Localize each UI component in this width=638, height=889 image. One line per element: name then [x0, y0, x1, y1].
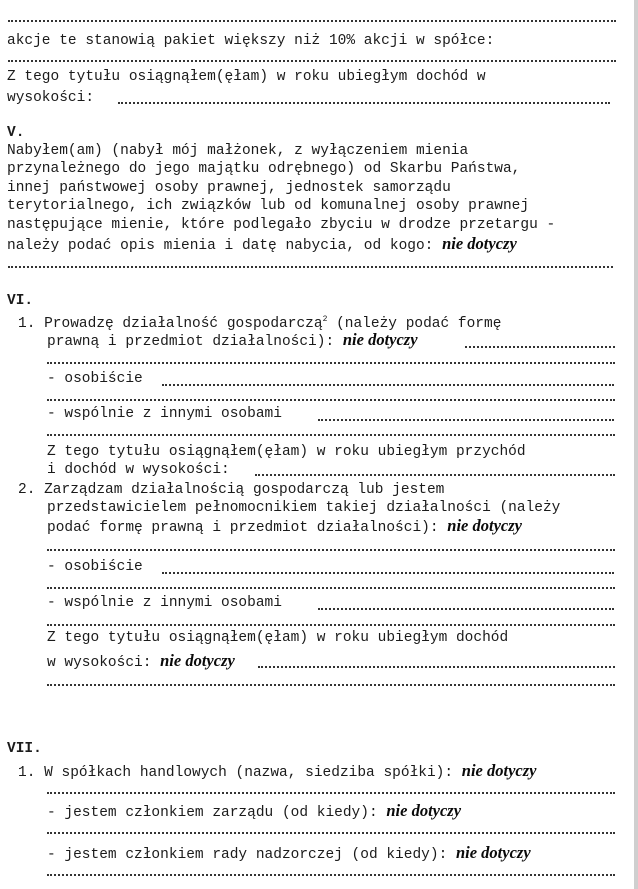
text-line: Nabyłem(am) (nabył mój małżonek, z wyłączeniem mienia [7, 143, 469, 159]
dotted-line [255, 474, 615, 476]
handwritten-answer: nie dotyczy [386, 801, 462, 820]
text-line: podać formę prawną i przedmiot działalności): nie dotyczy [47, 516, 522, 536]
text-line: - osobiście [47, 371, 143, 387]
dotted-line [47, 434, 615, 436]
dotted-line [318, 608, 614, 610]
text-line: - jestem członkiem zarządu (od kiedy): nie dotyczy [47, 801, 462, 821]
text-line: należy podać opis mienia i datę nabycia, od kogo: nie dotyczy [7, 234, 517, 254]
text-line: Z tego tytułu osiągnąłem(ęłam) w roku ubiegłym przychód [47, 444, 526, 460]
text-line: akcje te stanowią pakiet większy niż 10% akcji w spółce: [7, 33, 495, 49]
dotted-line [47, 684, 615, 686]
section-heading: VI. [7, 293, 34, 309]
handwritten-answer: nie dotyczy [455, 843, 531, 862]
dotted-line [118, 102, 610, 104]
section-heading: VII. [7, 741, 42, 757]
text-line: i dochód w wysokości: [47, 462, 230, 478]
dotted-line [162, 384, 614, 386]
text-line: - wspólnie z innymi osobami [47, 406, 282, 422]
dotted-line [8, 60, 616, 62]
footnote-mark: 2 [322, 315, 328, 324]
text-line: przedstawicielem pełnomocnikiem takiej działalności (należy [47, 500, 561, 516]
dotted-line [47, 792, 615, 794]
dotted-line [47, 624, 615, 626]
dotted-line [47, 549, 615, 551]
text-line: następujące mienie, które podlegało zbyciu w drodze przetargu - [7, 217, 556, 233]
dotted-line [258, 666, 615, 668]
dotted-line [47, 362, 615, 364]
dotted-line [318, 419, 614, 421]
text-line: 2. Zarządzam działalnością gospodarczą lub jestem [18, 482, 445, 498]
dotted-line [8, 20, 616, 22]
dotted-line [47, 832, 615, 834]
text-line: przynależnego do jego majątku odrębnego) od Skarbu Państwa, [7, 161, 521, 177]
text-line: Z tego tytułu osiągnąłem(ęłam) w roku ubiegłym dochód w [7, 69, 486, 85]
handwritten-answer: nie dotyczy [342, 330, 418, 349]
dotted-line [47, 399, 615, 401]
dotted-line [162, 572, 614, 574]
text-line: - osobiście [47, 559, 143, 575]
text-line: terytorialnego, ich związków lub od komunalnej osoby prawnej [7, 198, 530, 214]
handwritten-answer: nie dotyczy [160, 651, 235, 670]
text-line: - wspólnie z innymi osobami [47, 595, 282, 611]
text-line: wysokości: [7, 90, 95, 106]
dotted-line [47, 874, 615, 876]
text-line: - jestem członkiem rady nadzorczej (od kiedy): nie dotyczy [47, 843, 531, 863]
text-line: 1. Prowadzę działalność gospodarczą$^2$ (należy podać formę [18, 315, 502, 332]
handwritten-answer: nie dotyczy [442, 234, 517, 253]
text-line: Z tego tytułu osiągnąłem(ęłam) w roku ubiegłym dochód [47, 630, 509, 646]
handwritten-answer: nie dotyczy [461, 761, 537, 780]
section-heading: V. [7, 125, 25, 141]
text-line: prawną i przedmiot działalności): nie dotyczy [47, 330, 418, 350]
text-line: w wysokości: nie dotyczy [47, 651, 235, 671]
text-line: 1. W spółkach handlowych (nazwa, siedziba spółki): nie dotyczy [18, 761, 537, 781]
dotted-line [47, 587, 615, 589]
scan-edge [634, 0, 638, 889]
handwritten-answer: nie dotyczy [447, 516, 522, 535]
dotted-line [8, 266, 613, 268]
text-line: innej państwowej osoby prawnej, jednostek samorządu [7, 180, 451, 196]
dotted-line [465, 346, 615, 348]
